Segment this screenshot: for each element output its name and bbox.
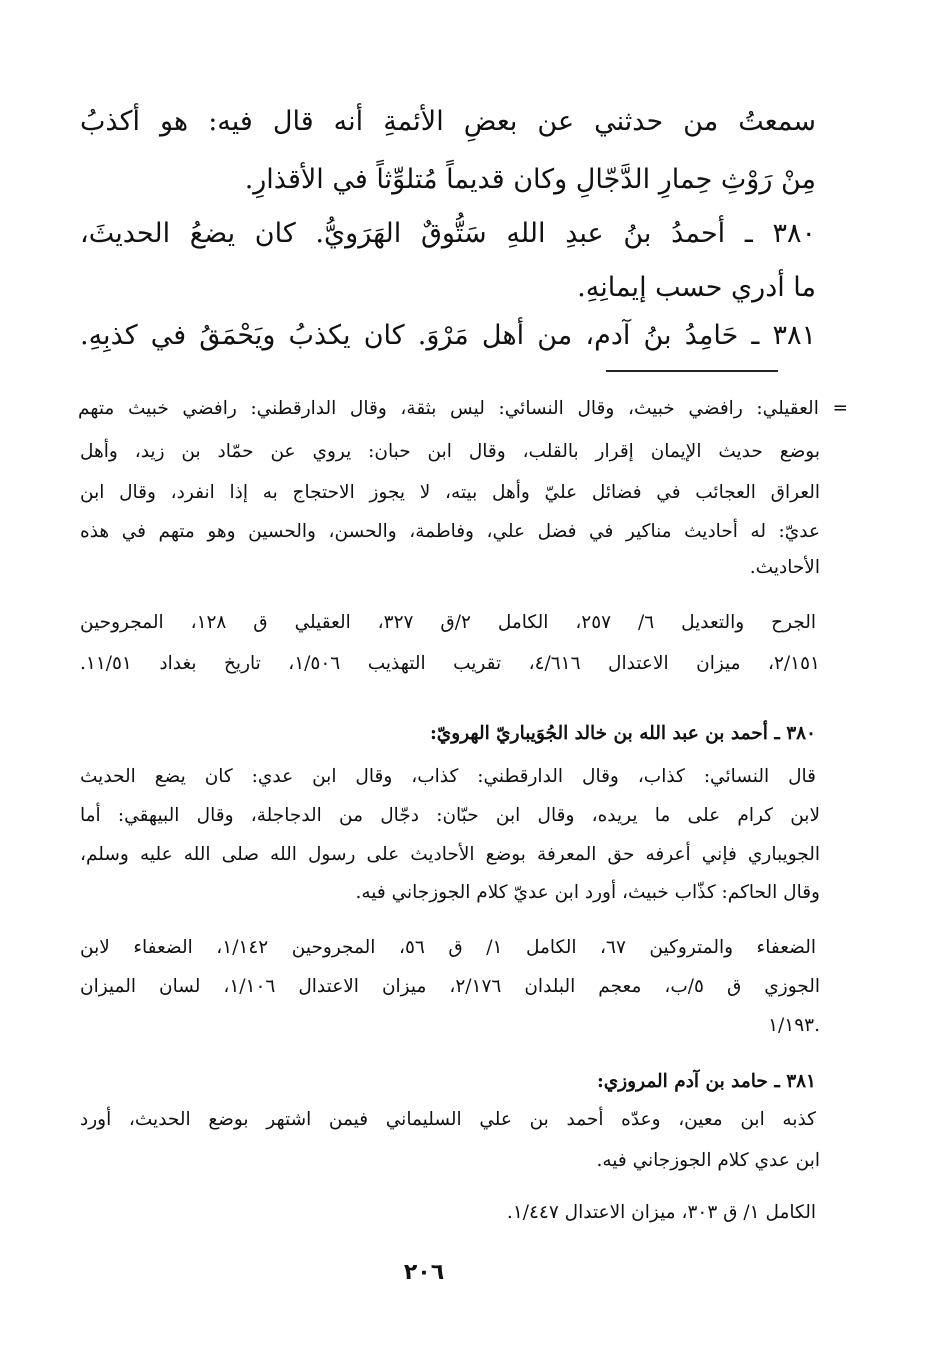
sources-1-line-1: الجرح والتعديل ٦/ ٢٥٧، الكامل ٢/ق ٣٢٧، العقيلي ق ١٢٨، المجروحين (80, 612, 817, 633)
entry-380-main-continuation: ما أدري حسب إيمانِهِ. (577, 272, 816, 303)
main-text-line-1: سمعتُ من حدثني عن بعضِ الأئمةِ أنه قال فيه: هو أكذبُ (80, 106, 817, 137)
entry-380-main-line: ٣٨٠ ـ أحمدُ بنُ عبدِ اللهِ سَتُّوقٌ الهَرَويُّ. كان يضعُ الحديثَ، (80, 218, 816, 249)
footnote-continuation-line-1: = العقيلي: رافضي خبيث، وقال النسائي: ليس بثقة، وقال الدارقطني: رافضي خبيث متهم (78, 398, 848, 419)
entry-381-heading: ٣٨١ ـ حامد بن آدم المروزي: (596, 1071, 816, 1092)
page-number: ٢٠٦ (403, 1260, 445, 1285)
entry-380-sources-line-1: الضعفاء والمتروكين ٦٧، الكامل ١/ ق ٥٦، المجروحين ١/١٤٢، الضعفاء لابن (80, 937, 816, 958)
entry-380-heading: ٣٨٠ ـ أحمد بن عبد الله بن خالد الجُوَيباريّ الهرويّ: (429, 723, 816, 744)
entry-380-line-1: قال النسائي: كذاب، وقال الدارقطني: كذاب، وقال ابن عدي: كان يضع الحديث (80, 766, 816, 787)
entry-381-line-1: كذبه ابن معين، وعدّه أحمد بن علي السليماني فيمن اشتهر بوضع الحديث، أورد (80, 1109, 816, 1130)
entry-381-line-2: ابن عدي كلام الجوزجاني فيه. (596, 1150, 820, 1171)
sources-1-line-2: ٢/١٥١، ميزان الاعتدال ٤/٦١٦، تقريب التهذيب ١/٥٠٦، تاريخ بغداد ١١/٥١. (80, 653, 820, 674)
main-text-line-2: مِنْ رَوْثِ حِمارِ الدَّجّالِ وكان قديماً مُتلوِّثاً في الأقذارِ. (244, 164, 816, 195)
footnote-continuation-line-2: بوضع حديث الإيمان إقرار بالقلب، وقال ابن حبان: يروي عن حمّاد بن زيد، وأهل (80, 441, 820, 462)
footnote-continuation-line-3: العراق العجائب في فضائل عليّ وأهل بيته، لا يجوز الاحتجاج به إذا انفرد، وقال ابن (80, 482, 820, 503)
footnote-continuation-line-4: عديّ: له أحاديث مناكير في فضل علي، وفاطمة، والحسن، والحسين وهو متهم في هذه (80, 521, 820, 542)
entry-380-sources-line-3: ١/١٩٣. (768, 1015, 820, 1036)
entry-381-main-line: ٣٨١ ـ حَامِدُ بنُ آدم، من أهل مَرْوَ. كان يكذبُ ويَحْمَقُ في كذبِهِ. (80, 320, 816, 351)
footnote-separator (606, 370, 778, 372)
entry-381-sources-line-1: الكامل ١/ ق ٣٠٣، ميزان الاعتدال ١/٤٤٧. (506, 1202, 816, 1223)
entry-380-line-3: الجويباري فإني أعرفه حق المعرفة بوضع الأحاديث على رسول الله صلى الله عليه وسلم، (80, 844, 820, 865)
entry-380-line-4: وقال الحاكم: كذّاب خبيث، أورد ابن عديّ كلام الجوزجاني فيه. (355, 882, 820, 903)
entry-380-sources-line-2: الجوزي ق ٥/ب، معجم البلدان ٢/١٧٦، ميزان الاعتدال ١/١٠٦، لسان الميزان (80, 976, 820, 997)
footnote-continuation-line-5: الأحاديث. (749, 557, 820, 578)
entry-380-line-2: لابن كرام على ما يريده، وقال ابن حبّان: دجّال من الدجاجلة، وقال البيهقي: أما (80, 805, 820, 826)
